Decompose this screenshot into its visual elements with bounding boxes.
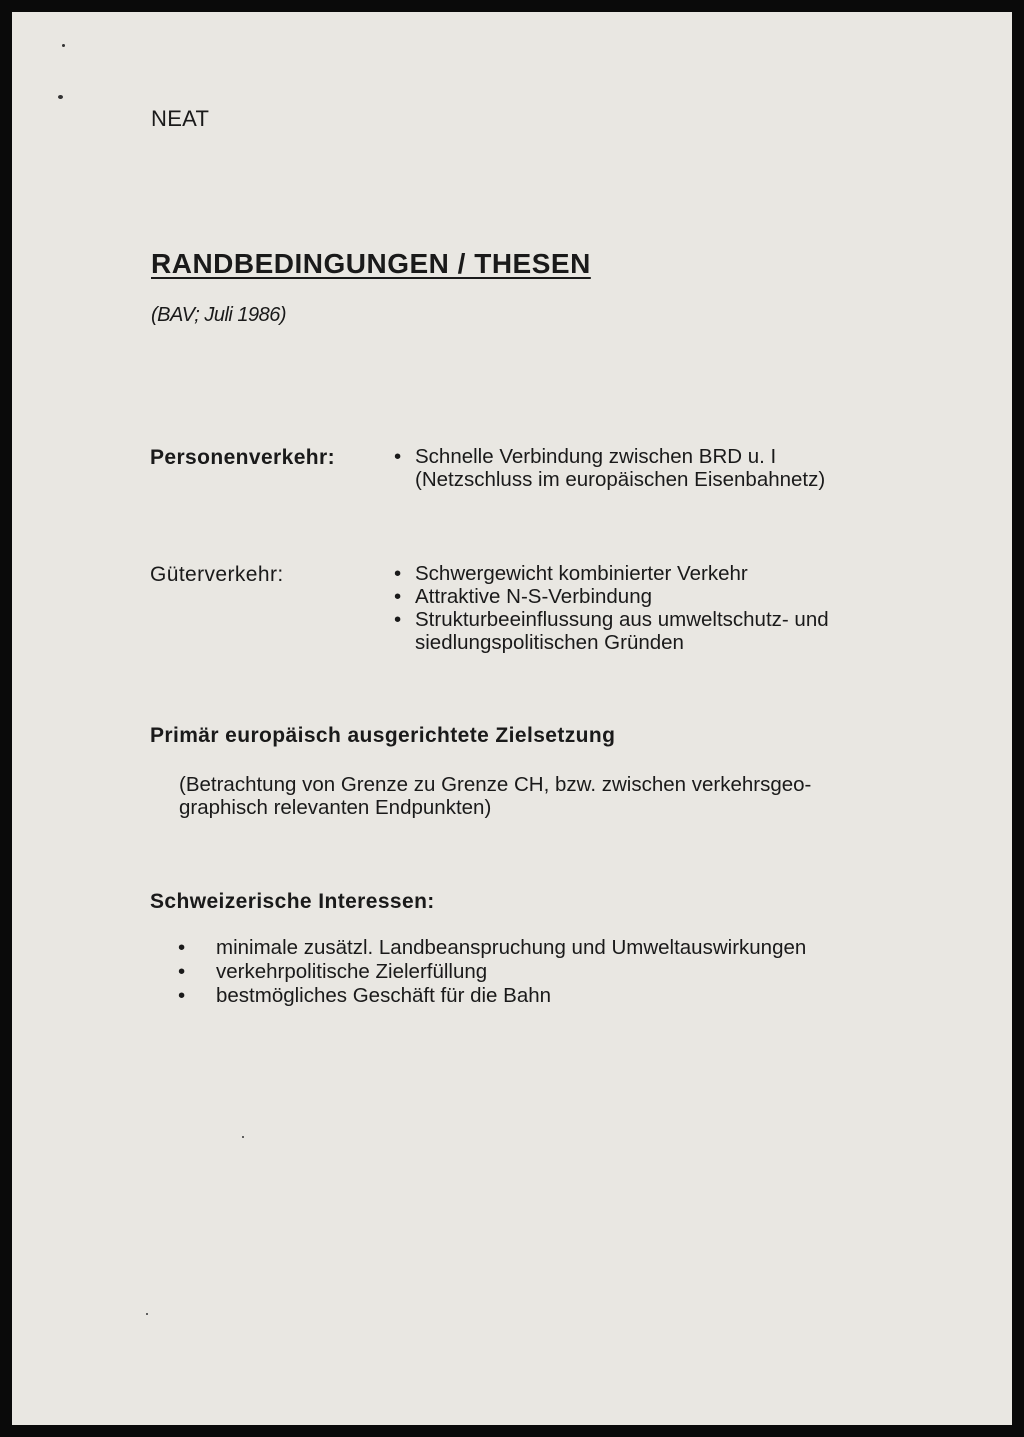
personenverkehr-list: [394, 445, 825, 491]
list-item-text: siedlungspolitischen Gründen: [415, 631, 684, 654]
source-note: (BAV; Juli 1986): [151, 304, 287, 326]
bullet-icon: •: [178, 936, 186, 959]
list-item-text: Strukturbeeinflussung aus umweltschutz- und: [415, 608, 829, 631]
note-line: (Betrachtung von Grenze zu Grenze CH, bzw. zwischen verkehrsgeo-: [179, 773, 812, 796]
list-item-text: (Netzschluss im europäischen Eisenbahnetz): [415, 468, 826, 491]
personenverkehr-label: Personenverkehr:: [150, 446, 335, 469]
note-line: graphisch relevanten Endpunkten): [179, 796, 492, 819]
zielsetzung-note: [179, 773, 919, 819]
scan-speck: [242, 1136, 244, 1138]
list-item: [178, 984, 806, 1008]
list-item: [178, 960, 806, 984]
document-code: NEAT: [151, 106, 210, 131]
list-item: [178, 936, 806, 960]
interessen-heading: Schweizerische Interessen:: [150, 890, 435, 913]
gueterverkehr-label: Güterverkehr:: [150, 563, 284, 586]
list-item: [394, 445, 825, 491]
bullet-icon: •: [178, 984, 186, 1007]
bullet-icon: •: [394, 562, 402, 585]
scan-speck: [58, 95, 63, 99]
bullet-icon: •: [394, 608, 402, 631]
page-title: RANDBEDINGUNGEN / THESEN: [151, 248, 591, 279]
list-item: [394, 562, 829, 585]
list-item-text: Schwergewicht kombinierter Verkehr: [415, 562, 748, 585]
list-item: [394, 608, 829, 654]
bullet-icon: •: [394, 585, 402, 608]
zielsetzung-heading: Primär europäisch ausgerichtete Zielsetzung: [150, 724, 616, 747]
scan-speck: [62, 44, 65, 47]
list-item-text: Schnelle Verbindung zwischen BRD u. I: [415, 445, 777, 468]
document-page: [12, 12, 1012, 1425]
bullet-icon: •: [178, 960, 186, 983]
list-item-text: minimale zusätzl. Landbeanspruchung und Umweltauswirkungen: [216, 936, 807, 959]
list-item-text: bestmögliches Geschäft für die Bahn: [216, 984, 552, 1007]
list-item-text: verkehrpolitische Zielerfüllung: [216, 960, 488, 983]
list-item: [394, 585, 829, 608]
bullet-icon: •: [394, 445, 402, 468]
list-item-text: Attraktive N-S-Verbindung: [415, 585, 653, 608]
interessen-list: [178, 936, 806, 1008]
gueterverkehr-list: [394, 562, 829, 654]
scan-speck: [146, 1313, 148, 1315]
